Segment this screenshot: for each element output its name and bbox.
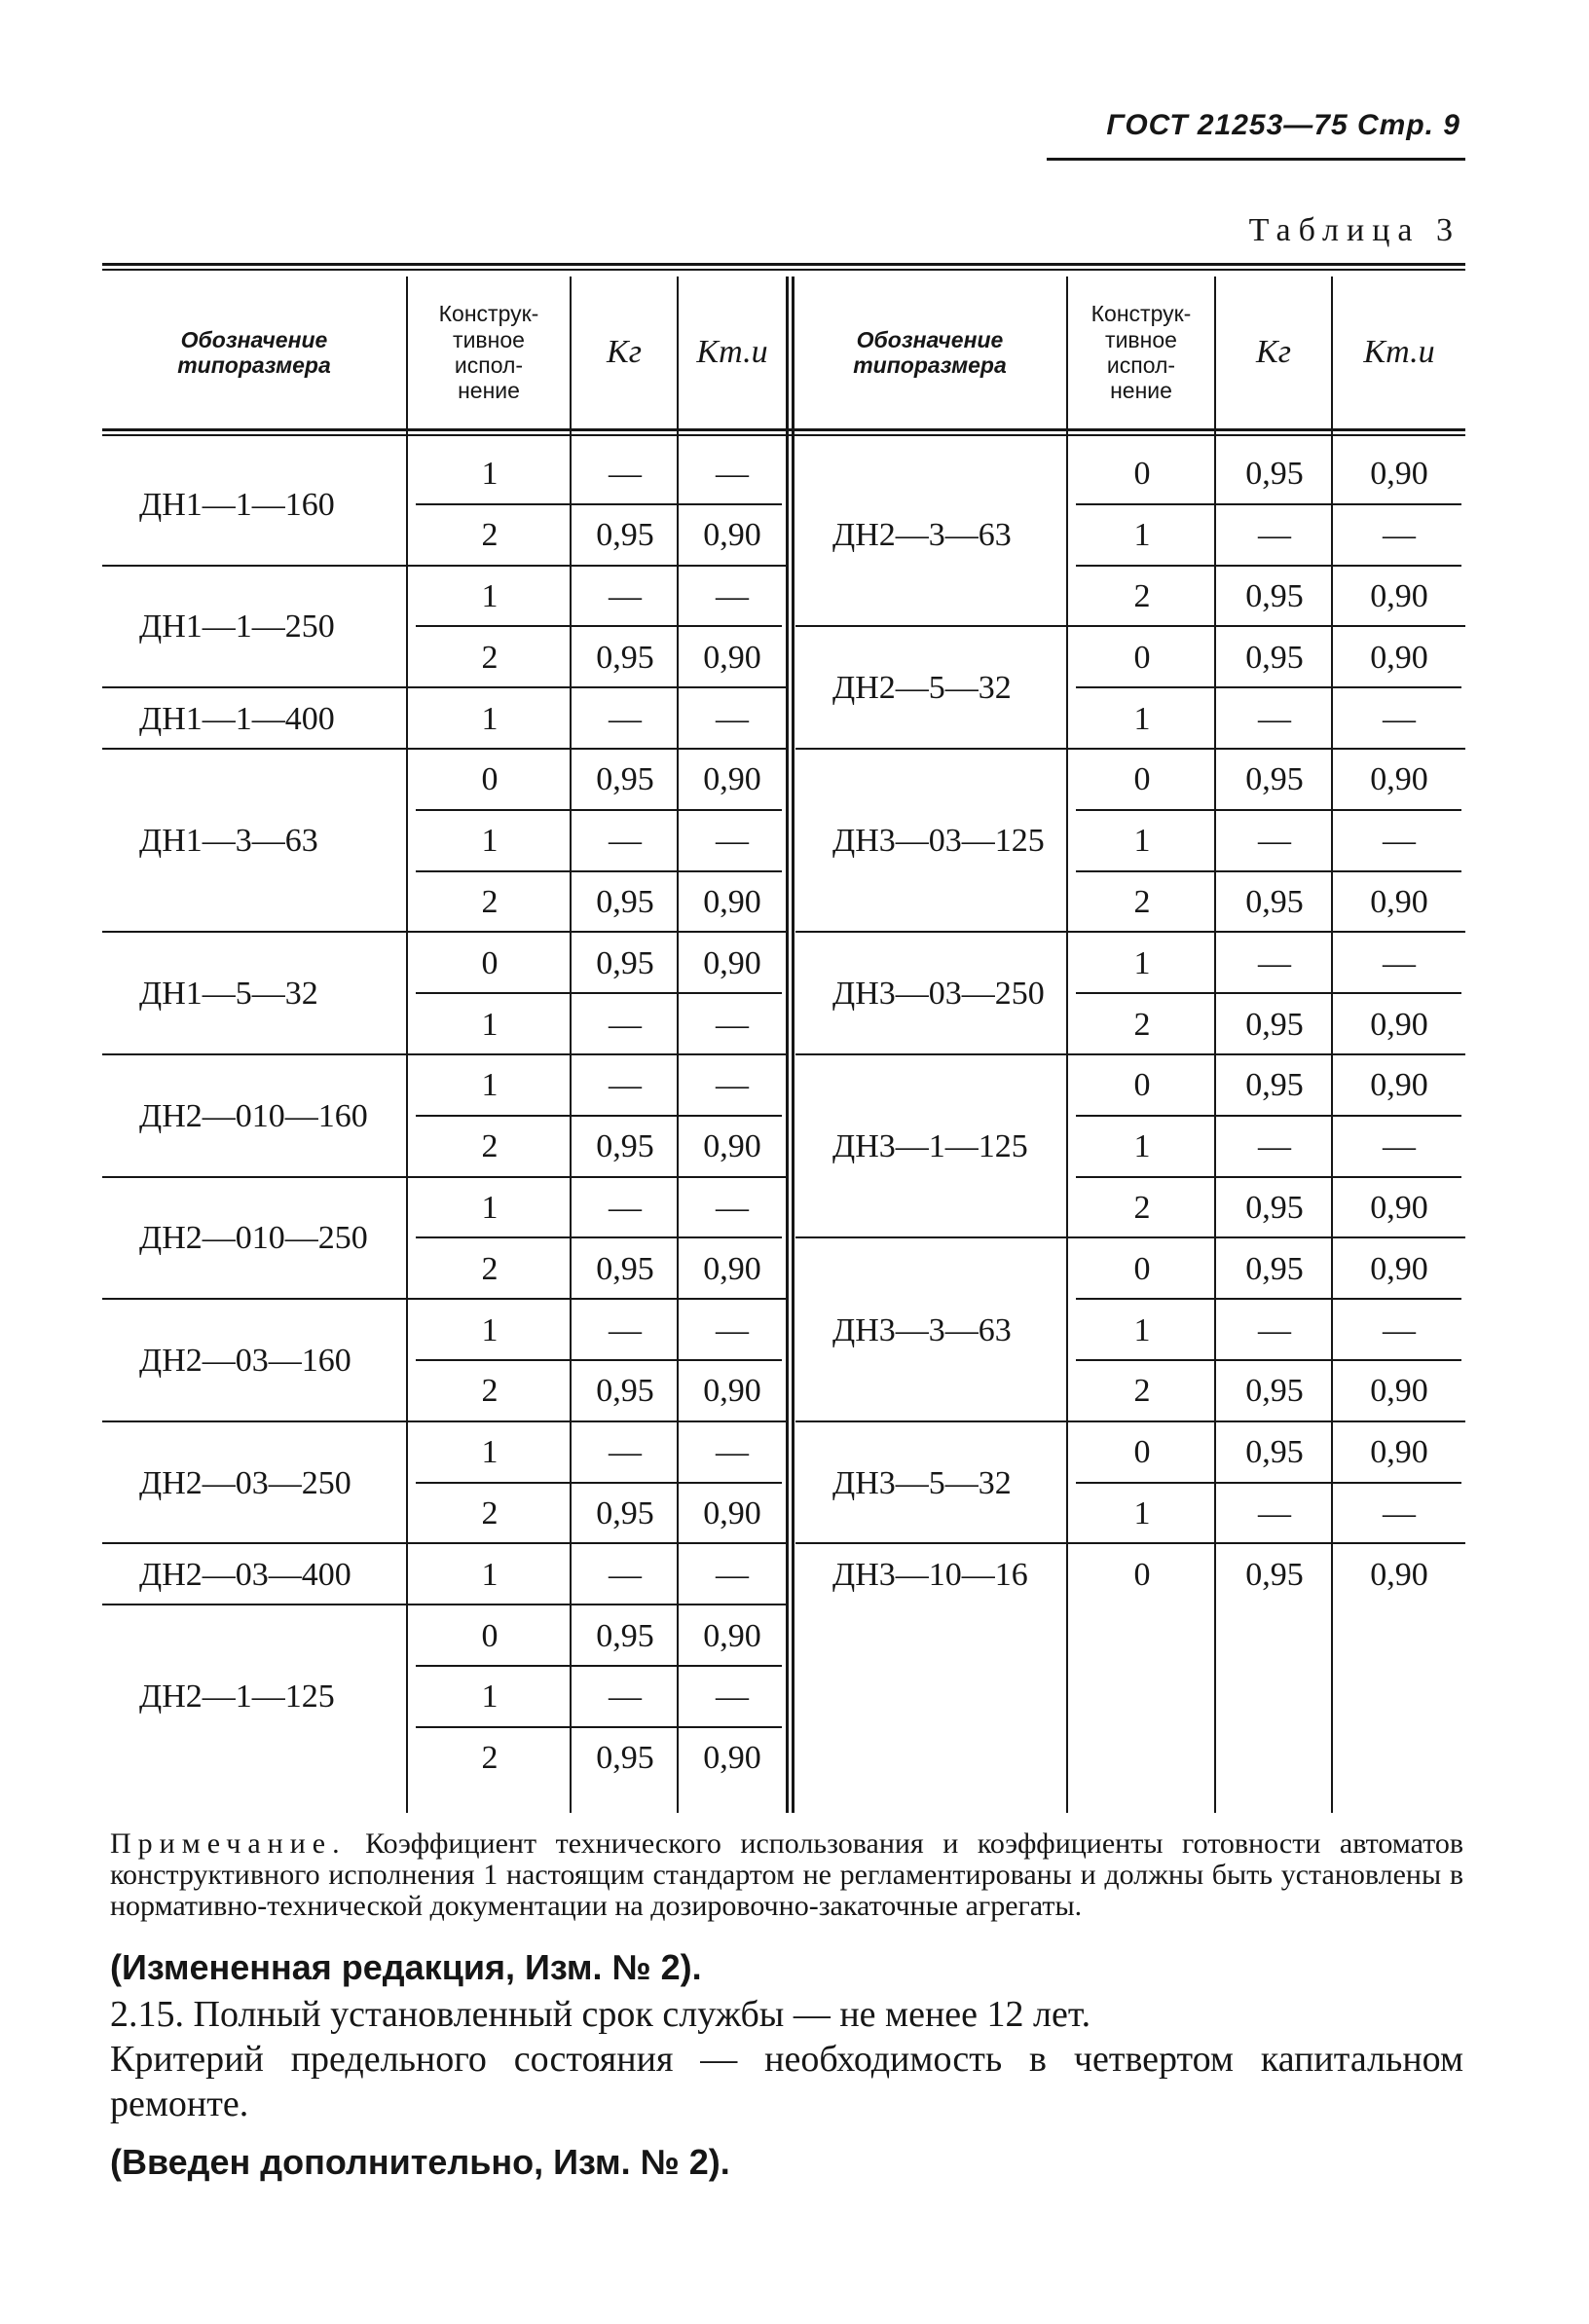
note-label: Примечание. bbox=[110, 1827, 347, 1860]
left-design-version: 1 bbox=[481, 823, 499, 860]
left-design-version: 1 bbox=[481, 1678, 499, 1715]
left-kg-value: 0,95 bbox=[596, 1740, 654, 1777]
clause-2-15-criterion: Критерий предельного состояния — необходимость в четвертом капитальном ремонте. bbox=[110, 2039, 1463, 2124]
right-kg-value: 0,95 bbox=[1245, 1250, 1304, 1287]
left-kg-value: 0,95 bbox=[596, 1128, 654, 1165]
left-designation: ДН1—5—32 bbox=[139, 976, 318, 1013]
right-designation: ДН3—03—125 bbox=[832, 823, 1045, 860]
right-designation: ДН3—10—16 bbox=[832, 1556, 1028, 1593]
amendment-added: (Введен дополнительно, Изм. № 2). bbox=[110, 2142, 730, 2182]
right-design-version: 1 bbox=[1133, 1311, 1151, 1348]
right-design-version: 2 bbox=[1133, 1373, 1151, 1410]
left-kg-value: — bbox=[609, 456, 642, 493]
col-header-kg: Kг bbox=[607, 334, 642, 371]
right-kti-value: — bbox=[1383, 823, 1416, 860]
left-design-version: 2 bbox=[481, 1128, 499, 1165]
right-designation: ДН3—03—250 bbox=[832, 976, 1045, 1013]
right-kti-value: — bbox=[1383, 517, 1416, 554]
right-designation: ДН3—3—63 bbox=[832, 1311, 1012, 1348]
left-design-version: 0 bbox=[481, 761, 499, 798]
right-kti-value: 0,90 bbox=[1370, 577, 1428, 614]
table-header-rule bbox=[102, 428, 1465, 431]
right-kti-value: 0,90 bbox=[1370, 883, 1428, 920]
right-design-version: 0 bbox=[1133, 1250, 1151, 1287]
right-design-version: 0 bbox=[1133, 639, 1151, 676]
left-designation: ДН2—03—160 bbox=[139, 1342, 351, 1379]
right-design-version: 1 bbox=[1133, 823, 1151, 860]
right-design-version: 2 bbox=[1133, 1189, 1151, 1226]
right-design-version: 0 bbox=[1133, 1067, 1151, 1104]
left-kti-value: — bbox=[716, 1189, 749, 1226]
col-header-designation: Обозначение типоразмера bbox=[177, 326, 331, 378]
right-kg-value: 0,95 bbox=[1245, 1556, 1304, 1593]
left-kti-value: 0,90 bbox=[703, 944, 761, 981]
right-kg-value: 0,95 bbox=[1245, 1006, 1304, 1043]
col-header-kti: Kт.и bbox=[696, 334, 768, 371]
right-design-version: 2 bbox=[1133, 577, 1151, 614]
right-design-version: 0 bbox=[1133, 1434, 1151, 1471]
col-header-kti-right: Kт.и bbox=[1363, 334, 1435, 371]
col-rule bbox=[1214, 277, 1216, 1813]
left-kti-value: — bbox=[716, 700, 749, 737]
left-kti-value: — bbox=[716, 1067, 749, 1104]
left-designation: ДН1—3—63 bbox=[139, 823, 318, 860]
right-designation: ДН3—1—125 bbox=[832, 1128, 1028, 1165]
left-design-version: 1 bbox=[481, 456, 499, 493]
left-design-version: 1 bbox=[481, 1067, 499, 1104]
right-kti-value: 0,90 bbox=[1370, 456, 1428, 493]
right-designation: ДН2—3—63 bbox=[832, 517, 1012, 554]
left-kg-value: 0,95 bbox=[596, 883, 654, 920]
table-header-rule-2 bbox=[102, 434, 1465, 436]
right-kti-value: 0,90 bbox=[1370, 1067, 1428, 1104]
left-kti-value: — bbox=[716, 1006, 749, 1043]
left-design-version: 1 bbox=[481, 700, 499, 737]
left-kti-value: — bbox=[716, 1556, 749, 1593]
col-header-design: Конструк- тивное испол- нение bbox=[438, 301, 539, 404]
left-kti-value: — bbox=[716, 577, 749, 614]
left-kti-value: 0,90 bbox=[703, 1373, 761, 1410]
left-kti-value: 0,90 bbox=[703, 1617, 761, 1654]
right-kg-value: 0,95 bbox=[1245, 639, 1304, 676]
left-kg-value: — bbox=[609, 577, 642, 614]
amendment-edited: (Измененная редакция, Изм. № 2). bbox=[110, 1947, 702, 1987]
left-design-version: 1 bbox=[481, 1189, 499, 1226]
left-kg-value: — bbox=[609, 1678, 642, 1715]
right-design-version: 0 bbox=[1133, 456, 1151, 493]
right-design-version: 2 bbox=[1133, 1006, 1151, 1043]
col-header-designation-right: Обозначение типоразмера bbox=[853, 326, 1007, 378]
table-top-rule bbox=[102, 263, 1465, 266]
left-design-version: 2 bbox=[481, 883, 499, 920]
right-designation: ДН2—5—32 bbox=[832, 670, 1012, 707]
left-design-version: 2 bbox=[481, 1494, 499, 1531]
left-kg-value: — bbox=[609, 823, 642, 860]
right-kti-value: 0,90 bbox=[1370, 761, 1428, 798]
right-kg-value: — bbox=[1258, 1311, 1291, 1348]
right-kg-value: 0,95 bbox=[1245, 1434, 1304, 1471]
right-designation: ДН3—5—32 bbox=[832, 1464, 1012, 1501]
right-kg-value: 0,95 bbox=[1245, 1373, 1304, 1410]
right-kti-value: — bbox=[1383, 1311, 1416, 1348]
right-kti-value: — bbox=[1383, 700, 1416, 737]
right-kti-value: 0,90 bbox=[1370, 1250, 1428, 1287]
left-kti-value: 0,90 bbox=[703, 517, 761, 554]
col-header-design-right: Конструк- тивное испол- нение bbox=[1090, 301, 1192, 404]
right-kti-value: — bbox=[1383, 1128, 1416, 1165]
page-header: ГОСТ 21253—75 Стр. 9 bbox=[1106, 109, 1460, 141]
right-design-version: 1 bbox=[1133, 1128, 1151, 1165]
right-kti-value: 0,90 bbox=[1370, 1434, 1428, 1471]
right-kti-value: 0,90 bbox=[1370, 1189, 1428, 1226]
right-design-version: 1 bbox=[1133, 700, 1151, 737]
left-design-version: 1 bbox=[481, 1006, 499, 1043]
left-designation: ДН2—010—250 bbox=[139, 1220, 368, 1257]
right-kg-value: — bbox=[1258, 1128, 1291, 1165]
left-kg-value: — bbox=[609, 1434, 642, 1471]
left-design-version: 1 bbox=[481, 577, 499, 614]
left-design-version: 2 bbox=[481, 517, 499, 554]
clause-2-15: 2.15. Полный установленный срок службы — не менее 12 лет. bbox=[110, 1994, 1091, 2035]
left-kg-value: 0,95 bbox=[596, 1494, 654, 1531]
left-design-version: 1 bbox=[481, 1556, 499, 1593]
left-design-version: 0 bbox=[481, 944, 499, 981]
left-design-version: 0 bbox=[481, 1617, 499, 1654]
left-kti-value: 0,90 bbox=[703, 639, 761, 676]
col-rule bbox=[406, 277, 408, 1813]
right-kti-value: — bbox=[1383, 944, 1416, 981]
right-kg-value: 0,95 bbox=[1245, 761, 1304, 798]
left-kg-value: 0,95 bbox=[596, 517, 654, 554]
table-note bbox=[110, 1828, 1463, 1922]
table-top-rule-2 bbox=[102, 269, 1465, 271]
left-designation: ДН2—1—125 bbox=[139, 1678, 335, 1715]
right-kg-value: 0,95 bbox=[1245, 1189, 1304, 1226]
right-kg-value: 0,95 bbox=[1245, 883, 1304, 920]
left-kg-value: 0,95 bbox=[596, 761, 654, 798]
right-design-version: 1 bbox=[1133, 517, 1151, 554]
right-design-version: 0 bbox=[1133, 1556, 1151, 1593]
left-kg-value: — bbox=[609, 1006, 642, 1043]
left-kg-value: — bbox=[609, 700, 642, 737]
left-kg-value: 0,95 bbox=[596, 1373, 654, 1410]
left-kti-value: 0,90 bbox=[703, 883, 761, 920]
left-design-version: 1 bbox=[481, 1434, 499, 1471]
note-text: Коэффициент технического использования и коэффициенты готовности автоматов конструктивного исполнения 1 настоящим стандартом не регламентированы и должны быть установлены в нормативно-технической документации на дозировочно-закаточные агрегаты. bbox=[110, 1827, 1463, 1922]
left-kti-value: 0,90 bbox=[703, 1250, 761, 1287]
left-kti-value: — bbox=[716, 1678, 749, 1715]
left-kti-value: 0,90 bbox=[703, 1740, 761, 1777]
left-designation: ДН1—1—250 bbox=[139, 609, 335, 646]
col-rule bbox=[570, 277, 572, 1813]
right-kti-value: — bbox=[1383, 1494, 1416, 1531]
left-kg-value: — bbox=[609, 1556, 642, 1593]
left-kti-value: 0,90 bbox=[703, 761, 761, 798]
left-design-version: 2 bbox=[481, 1250, 499, 1287]
left-kti-value: — bbox=[716, 456, 749, 493]
left-designation: ДН2—03—400 bbox=[139, 1556, 351, 1593]
left-design-version: 1 bbox=[481, 1311, 499, 1348]
center-double-rule-2 bbox=[792, 277, 794, 1813]
data-table bbox=[102, 263, 1465, 1813]
right-design-version: 2 bbox=[1133, 883, 1151, 920]
right-kg-value: — bbox=[1258, 823, 1291, 860]
left-kg-value: 0,95 bbox=[596, 639, 654, 676]
right-kg-value: — bbox=[1258, 1494, 1291, 1531]
left-designation: ДН2—010—160 bbox=[139, 1097, 368, 1134]
col-rule-designation bbox=[1066, 277, 1068, 1813]
right-kg-value: 0,95 bbox=[1245, 577, 1304, 614]
left-kg-value: 0,95 bbox=[596, 944, 654, 981]
left-kg-value: — bbox=[609, 1189, 642, 1226]
left-kg-value: 0,95 bbox=[596, 1617, 654, 1654]
right-kg-value: 0,95 bbox=[1245, 456, 1304, 493]
col-header-kg-right: Kг bbox=[1256, 334, 1291, 371]
left-kti-value: 0,90 bbox=[703, 1128, 761, 1165]
col-rule bbox=[677, 277, 679, 1813]
right-kti-value: 0,90 bbox=[1370, 1556, 1428, 1593]
right-design-version: 1 bbox=[1133, 944, 1151, 981]
left-kti-value: 0,90 bbox=[703, 1494, 761, 1531]
right-kti-value: 0,90 bbox=[1370, 1006, 1428, 1043]
left-kti-value: — bbox=[716, 823, 749, 860]
table-title: Таблица 3 bbox=[1248, 212, 1460, 248]
right-kg-value: — bbox=[1258, 700, 1291, 737]
left-design-version: 2 bbox=[481, 1373, 499, 1410]
left-kg-value: — bbox=[609, 1067, 642, 1104]
left-kg-value: — bbox=[609, 1311, 642, 1348]
right-kti-value: 0,90 bbox=[1370, 639, 1428, 676]
right-design-version: 1 bbox=[1133, 1494, 1151, 1531]
right-kg-value: — bbox=[1258, 517, 1291, 554]
right-kg-value: — bbox=[1258, 944, 1291, 981]
left-design-version: 2 bbox=[481, 1740, 499, 1777]
left-designation: ДН2—03—250 bbox=[139, 1464, 351, 1501]
col-rule bbox=[1331, 277, 1333, 1813]
right-kg-value: 0,95 bbox=[1245, 1067, 1304, 1104]
left-kti-value: — bbox=[716, 1311, 749, 1348]
left-designation: ДН1—1—160 bbox=[139, 486, 335, 523]
center-double-rule bbox=[786, 277, 789, 1813]
header-rule bbox=[1047, 158, 1465, 161]
left-designation: ДН1—1—400 bbox=[139, 700, 335, 737]
left-kti-value: — bbox=[716, 1434, 749, 1471]
left-design-version: 2 bbox=[481, 639, 499, 676]
right-design-version: 0 bbox=[1133, 761, 1151, 798]
right-kti-value: 0,90 bbox=[1370, 1373, 1428, 1410]
left-kg-value: 0,95 bbox=[596, 1250, 654, 1287]
